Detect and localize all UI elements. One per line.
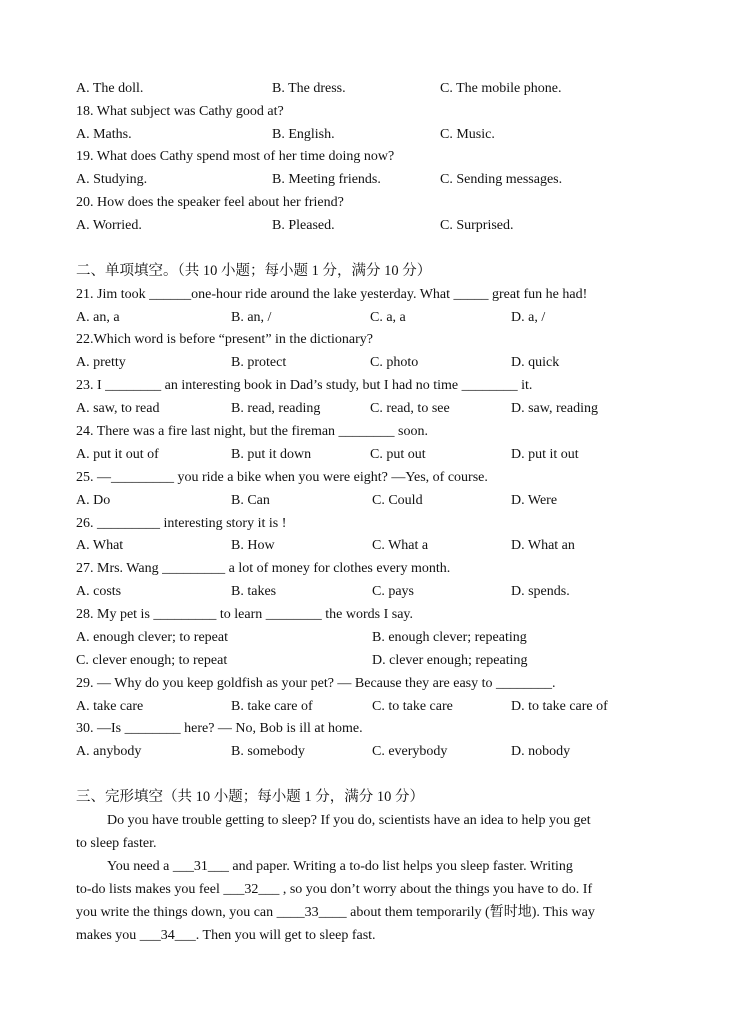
q28-options-cd — [76, 652, 676, 670]
q23-option-d: D. saw, reading — [511, 401, 598, 416]
passage-p1-line2: to sleep faster. — [76, 836, 157, 851]
q18-options — [76, 126, 676, 144]
q28-option-b: B. enough clever; repeating — [372, 630, 527, 645]
passage-p2-line1: You need a ___31___ and paper. Writing a to-do list helps you sleep faster. Writing — [107, 859, 573, 874]
q25-option-a: A. Do — [76, 493, 111, 508]
q18-question: 18. What subject was Cathy good at? — [76, 104, 284, 119]
q25-option-b: B. Can — [231, 493, 270, 508]
q25-option-c: C. Could — [372, 493, 423, 508]
q23-options — [76, 400, 676, 418]
q19-options — [76, 171, 676, 189]
q19-option-b: B. Meeting friends. — [272, 172, 381, 187]
q19-question: 19. What does Cathy spend most of her time doing now? — [76, 149, 395, 164]
q27-options — [76, 583, 676, 601]
q23-option-c: C. read, to see — [370, 401, 450, 416]
q20-options — [76, 217, 676, 235]
q25-options — [76, 492, 676, 510]
q27-question: 27. Mrs. Wang _________ a lot of money for clothes every month. — [76, 561, 451, 576]
q20-option-a: A. Worried. — [76, 218, 142, 233]
section3-heading: 三、完形填空（共 10 小题；每小题 1 分，满分 10 分） — [76, 789, 424, 805]
q24-option-d: D. put it out — [511, 447, 579, 462]
q26-option-a: A. What — [76, 538, 124, 553]
q21-option-c: C. a, a — [370, 310, 406, 325]
q21-question: 21. Jim took ______one-hour ride around the lake yesterday. What _____ great fun he had! — [76, 287, 588, 302]
q29-option-a: A. take care — [76, 699, 144, 714]
q30-option-d: D. nobody — [511, 744, 571, 759]
q18-option-a: A. Maths. — [76, 127, 132, 142]
q28-option-c: C. clever enough; to repeat — [76, 653, 228, 668]
q23-option-b: B. read, reading — [231, 401, 321, 416]
q22-option-c: C. photo — [370, 355, 419, 370]
q20-option-c: C. Surprised. — [440, 218, 514, 233]
q26-option-d: D. What an — [511, 538, 575, 553]
q29-option-d: D. to take care of — [511, 699, 608, 714]
passage-p1-line1: Do you have trouble getting to sleep? If you do, scientists have an idea to help you get — [107, 813, 591, 828]
q26-option-b: B. How — [231, 538, 275, 553]
q24-option-c: C. put out — [370, 447, 426, 462]
q20-option-b: B. Pleased. — [272, 218, 335, 233]
q29-option-c: C. to take care — [372, 699, 453, 714]
q22-option-a: A. pretty — [76, 355, 126, 370]
q24-question: 24. There was a fire last night, but the fireman ________ soon. — [76, 424, 428, 439]
q30-options — [76, 743, 676, 761]
q17-options — [76, 80, 676, 98]
q17-option-a: A. The doll. — [76, 81, 144, 96]
q18-option-b: B. English. — [272, 127, 335, 142]
q25-option-d: D. Were — [511, 493, 558, 508]
q26-question: 26. _________ interesting story it is ! — [76, 516, 287, 531]
passage-p2-line4: makes you ___34___. Then you will get to sleep fast. — [76, 928, 376, 943]
q17-option-b: B. The dress. — [272, 81, 346, 96]
q27-option-a: A. costs — [76, 584, 122, 599]
q28-question: 28. My pet is _________ to learn ________ the words I say. — [76, 607, 413, 622]
q27-option-b: B. takes — [231, 584, 277, 599]
q30-question: 30. —Is ________ here? — No, Bob is ill at home. — [76, 721, 363, 736]
q22-option-b: B. protect — [231, 355, 287, 370]
q21-option-b: B. an, / — [231, 310, 272, 325]
q28-option-d: D. clever enough; repeating — [372, 653, 528, 668]
q23-option-a: A. saw, to read — [76, 401, 160, 416]
q24-option-a: A. put it out of — [76, 447, 159, 462]
section2-heading: 二、单项填空。（共 10 小题；每小题 1 分，满分 10 分） — [76, 263, 432, 279]
q22-options — [76, 354, 676, 372]
passage-p2-line2: to-do lists makes you feel ___32___ , so you don’t worry about the things you have to do. If — [76, 882, 593, 897]
q22-question: 22.Which word is before “present” in the dictionary? — [76, 332, 374, 347]
q27-option-d: D. spends. — [511, 584, 570, 599]
q24-option-b: B. put it down — [231, 447, 312, 462]
q21-option-a: A. an, a — [76, 310, 120, 325]
passage-p2-line3: you write the things down, you can ____33____ about them temporarily (暂时地). This way — [76, 905, 595, 920]
q27-option-c: C. pays — [372, 584, 414, 599]
q23-question: 23. I ________ an interesting book in Dad’s study, but I had no time ________ it. — [76, 378, 533, 393]
q20-question: 20. How does the speaker feel about her friend? — [76, 195, 344, 210]
q29-options — [76, 698, 676, 716]
q25-question: 25. —_________ you ride a bike when you were eight? —Yes, of course. — [76, 470, 488, 485]
q24-options — [76, 446, 676, 464]
q29-question: 29. — Why do you keep goldfish as your pet? — Because they are easy to ________. — [76, 676, 556, 691]
q18-option-c: C. Music. — [440, 127, 495, 142]
q19-option-c: C. Sending messages. — [440, 172, 563, 187]
q30-option-b: B. somebody — [231, 744, 305, 759]
q30-option-a: A. anybody — [76, 744, 142, 759]
q28-option-a: A. enough clever; to repeat — [76, 630, 228, 645]
q29-option-b: B. take care of — [231, 699, 313, 714]
q19-option-a: A. Studying. — [76, 172, 148, 187]
q28-options-ab — [76, 629, 676, 647]
q17-option-c: C. The mobile phone. — [440, 81, 562, 96]
q22-option-d: D. quick — [511, 355, 560, 370]
q26-options — [76, 537, 676, 555]
q30-option-c: C. everybody — [372, 744, 448, 759]
q21-options — [76, 309, 676, 327]
q26-option-c: C. What a — [372, 538, 429, 553]
q21-option-d: D. a, / — [511, 310, 546, 325]
